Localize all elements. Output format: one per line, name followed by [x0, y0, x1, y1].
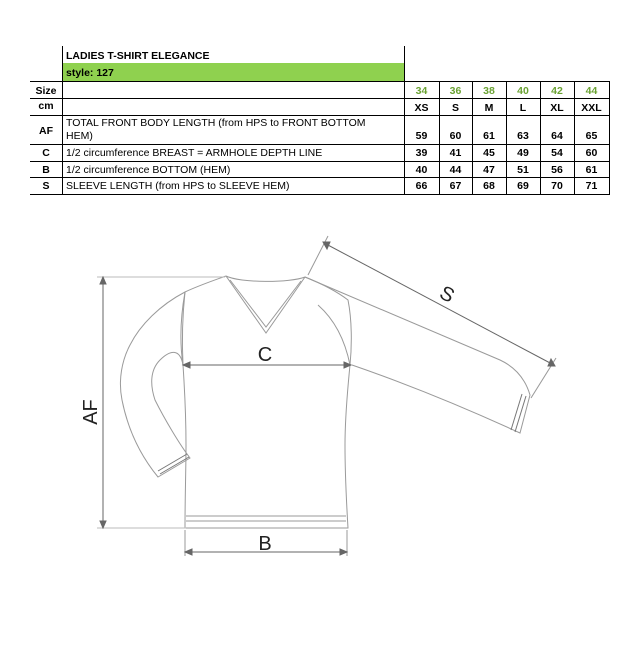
c-arrow-left — [183, 362, 190, 368]
row-code: C — [42, 147, 50, 159]
table-cell: 64 — [551, 130, 563, 142]
label-c: C — [257, 344, 273, 366]
size-number: 36 — [449, 85, 462, 97]
af-arrow-bottom — [100, 521, 106, 528]
size-number: 42 — [551, 85, 563, 97]
row-description: SLEEVE LENGTH (from HPS to SLEEVE HEM) — [66, 180, 290, 192]
style-number: style: 127 — [66, 67, 114, 79]
af-arrow-top — [100, 277, 106, 284]
size-letter: XL — [550, 102, 564, 114]
table-cell: 68 — [483, 180, 495, 192]
table-cell: 60 — [585, 147, 598, 159]
table-cell: 59 — [415, 130, 428, 142]
tshirt-body-outline — [181, 276, 351, 528]
row-description-cont: HEM) — [66, 130, 93, 142]
table-cell: 49 — [517, 147, 529, 159]
table-cell: 45 — [483, 147, 495, 159]
table-cell: 47 — [483, 164, 495, 176]
b-arrow-right — [340, 549, 347, 555]
s-measure-line — [326, 244, 552, 364]
table-cell: 51 — [517, 164, 529, 176]
size-number: 40 — [517, 85, 529, 97]
table-cell: 44 — [449, 164, 462, 176]
row-code: B — [42, 164, 50, 176]
table-cell: 61 — [483, 130, 495, 142]
table-cell: 39 — [415, 147, 428, 159]
size-label: Size — [35, 85, 57, 97]
table-cell: 65 — [585, 130, 598, 142]
size-number: 38 — [483, 85, 495, 97]
size-letter: M — [484, 102, 494, 114]
row-description: 1/2 circumference BREAST = ARMHOLE DEPTH LINE — [66, 147, 323, 159]
table-cell: 63 — [517, 130, 529, 142]
unit-label: cm — [38, 100, 54, 112]
table-cell: 56 — [551, 164, 563, 176]
right-cuff — [511, 394, 522, 430]
size-number: 44 — [585, 85, 598, 97]
size-letter: S — [451, 102, 459, 114]
s-arrow-start — [323, 242, 330, 249]
row-description: 1/2 circumference BOTTOM (HEM) — [66, 164, 231, 176]
table-cell: 54 — [551, 147, 563, 159]
row-code: S — [42, 180, 50, 192]
table-cell: 40 — [415, 164, 428, 176]
right-seam — [318, 305, 350, 365]
row-description: TOTAL FRONT BODY LENGTH (from HPS to FRONT BOTTOM — [66, 117, 366, 129]
table-cell: 70 — [551, 180, 563, 192]
table-cell: 69 — [517, 180, 529, 192]
label-s: S — [435, 281, 458, 308]
table-cell: 41 — [449, 147, 462, 159]
left-sleeve — [120, 292, 190, 477]
size-letter: XS — [414, 102, 429, 114]
table-cell: 60 — [449, 130, 462, 142]
size-letter: L — [519, 102, 527, 114]
label-b: B — [258, 533, 272, 555]
neckline-inner — [230, 280, 301, 327]
b-arrow-left — [185, 549, 192, 555]
s-arrow-end — [548, 359, 555, 366]
neckline-back — [226, 276, 305, 281]
label-af: AF — [80, 399, 102, 425]
row-code: AF — [39, 125, 53, 137]
left-cuff — [160, 457, 189, 474]
right-sleeve — [305, 277, 530, 433]
table-cell: 67 — [449, 180, 462, 192]
neckline — [226, 276, 305, 333]
table-cell: 61 — [585, 164, 598, 176]
table-cell: 66 — [415, 180, 428, 192]
size-letter: XXL — [581, 102, 602, 114]
product-title: LADIES T-SHIRT ELEGANCE — [66, 50, 210, 62]
table-cell: 71 — [585, 180, 598, 192]
size-number: 34 — [415, 85, 428, 97]
right-cuff — [515, 396, 526, 432]
